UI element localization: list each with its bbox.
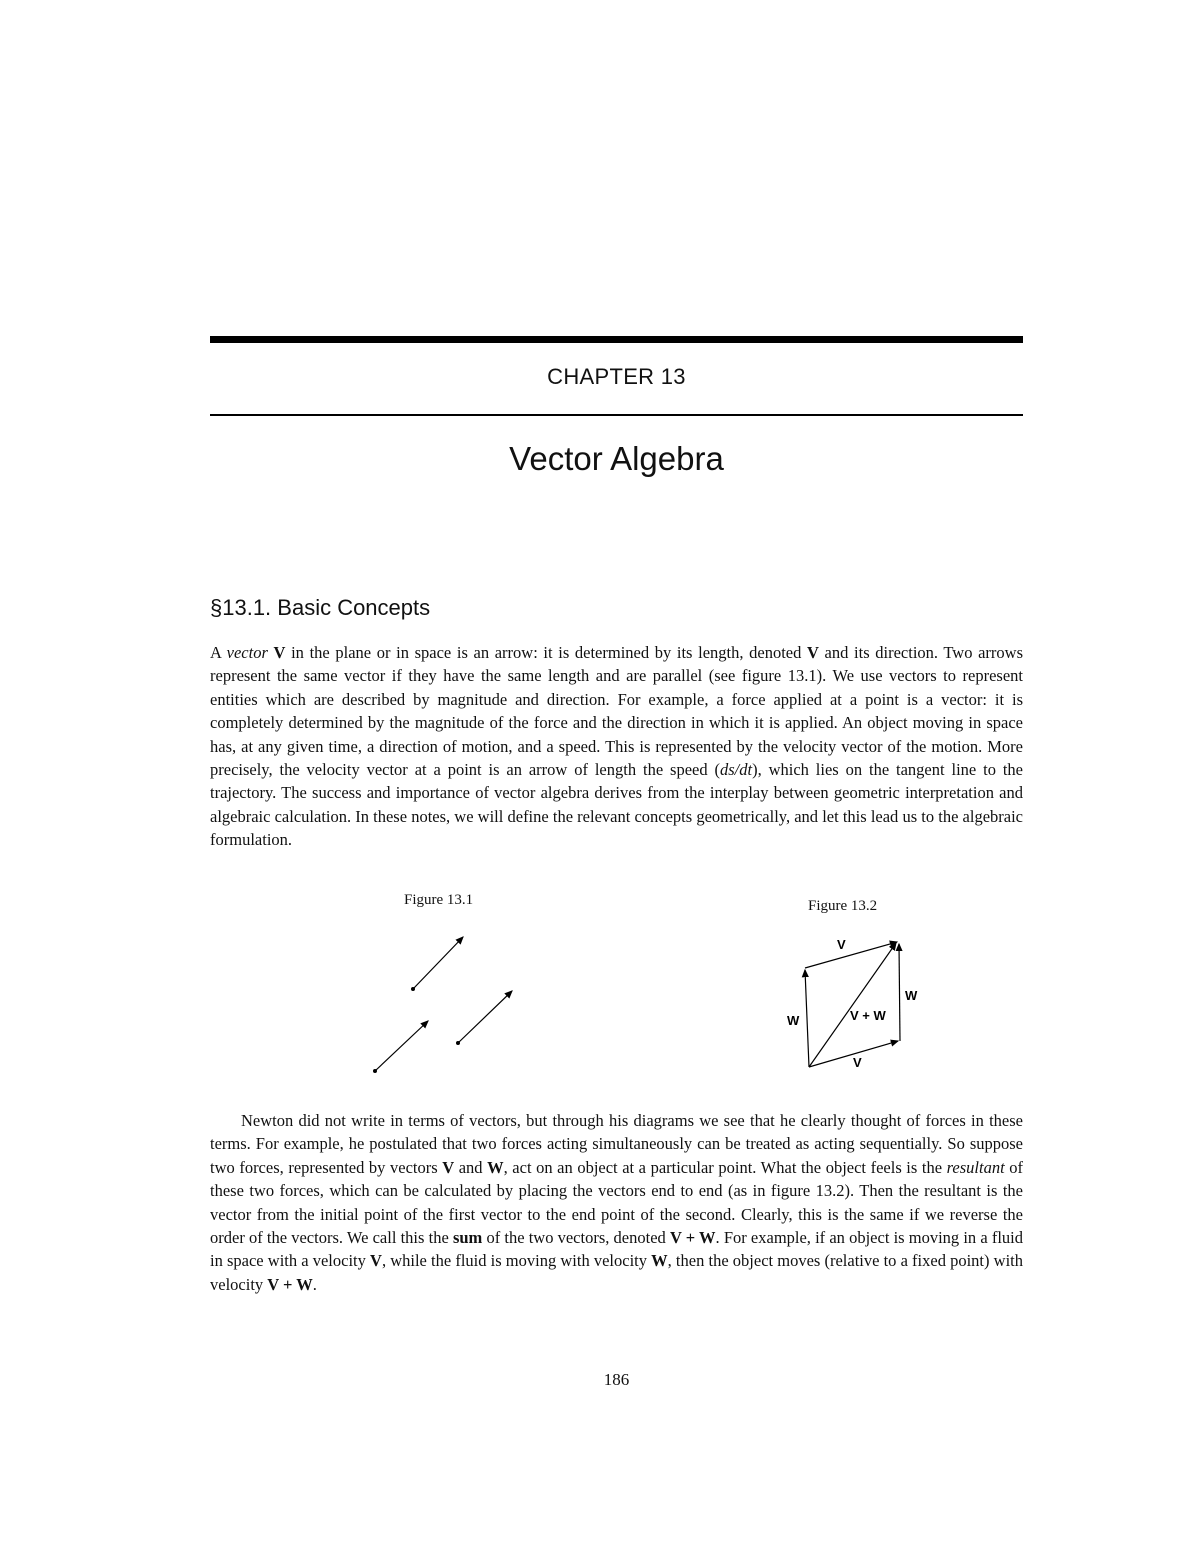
page-number: 186 <box>603 1370 630 1389</box>
text-span: Newton did not write in terms of vectors, but through his diagrams we see that he clearly thought of forces in these terms. For example, he postulated that two forces acting simultaneously can be treated as acting sequentially. So suppose two forces, represented by vectors <box>210 1111 1023 1177</box>
arrow-3 <box>458 991 512 1043</box>
term-sum: sum <box>452 1228 483 1248</box>
text-span: A <box>210 643 227 662</box>
math-ds-dt: ds/dt <box>719 760 753 780</box>
arrow-2-tail <box>373 1069 377 1073</box>
arrow-1 <box>413 937 463 989</box>
label-top-V: V <box>837 937 846 952</box>
chapter-top-rule <box>210 336 1023 343</box>
vector-V-top <box>805 942 897 968</box>
label-right-W: W <box>905 988 918 1003</box>
vector-W-right <box>899 944 900 1041</box>
label-bottom-V: V <box>853 1055 862 1070</box>
text-span: of these two forces, which can be calculated by placing the vectors end to end (as in figure 13.2). Then the resultant is the vector from the initial point of the first vector to the end point of the second. Clearly, this is the same if we reverse the order of the vectors. We call this the <box>210 1157 1023 1248</box>
arrow-2 <box>375 1021 428 1071</box>
figure-13-1-caption: Figure 13.1 <box>404 892 474 908</box>
term-resultant: resultant <box>946 1157 1005 1177</box>
chapter-bottom-rule <box>210 414 1023 416</box>
vector-V-plus-W-diagonal <box>809 943 896 1067</box>
symbol-V: V <box>273 643 286 662</box>
arrow-3-tail <box>456 1041 460 1045</box>
label-left-W: W <box>787 1013 800 1028</box>
figure-13-2-caption: Figure 13.2 <box>808 898 878 914</box>
symbol-V: V <box>442 1157 455 1177</box>
text-span: in the plane or in space is an arrow: it is determined by its length, denoted <box>285 643 807 662</box>
text-span: . <box>312 1274 317 1294</box>
term-vector: vector <box>226 643 268 662</box>
text-span: , while the fluid is moving with velocity <box>381 1251 652 1271</box>
symbol-W: W <box>487 1157 504 1177</box>
text-span: . For example, if an object is moving in a fluid in space with a velocity <box>210 1228 1023 1271</box>
symbol-V-plus-W: V + W <box>669 1228 716 1248</box>
chapter-title: Vector Algebra <box>509 440 724 477</box>
text-span: of the two vectors, denoted <box>482 1228 670 1248</box>
text-span: and its direction. Two arrows represent the same vector if they have the same length and are parallel (see figure 13.1). We use vectors to represent entities which are described by magnitude and direction. For example, a force applied at a point is a vector: it is completely determined by the magnitude of the force and the direction in which it is applied. An object moving in space has, at any given time, a direction of motion, and a speed. This is represented by the velocity vector of the motion. More precisely, the velocity vector at a point is an arrow of length the speed ( <box>210 643 1023 780</box>
paragraph-newton <box>210 1109 1023 1296</box>
paragraph-intro <box>210 641 1023 852</box>
symbol-V-plus-W: V + W <box>267 1274 313 1294</box>
vector-W-left <box>805 970 809 1067</box>
chapter-label: CHAPTER 13 <box>547 364 686 389</box>
figure-13-1-parallel-arrows <box>360 925 530 1080</box>
text-span: , then the object moves (relative to a fixed point) with velocity <box>210 1251 1023 1294</box>
figure-13-2-parallelogram <box>775 930 935 1075</box>
section-heading: §13.1. Basic Concepts <box>210 595 431 620</box>
symbol-norm-V: V <box>807 643 819 662</box>
text-span: , act on an object at a particular point. What the object feels is the <box>503 1157 947 1177</box>
symbol-W: W <box>651 1251 668 1271</box>
label-diagonal-V-plus-W: V + W <box>850 1008 886 1023</box>
symbol-V: V <box>370 1251 382 1271</box>
arrow-1-tail <box>411 987 415 991</box>
text-span: ), which lies on the tangent line to the trajectory. The success and importance of vector algebra derives from the interplay between geometric interpretation and algebraic calculation. In these notes, we will define the relevant concepts geometrically, and let this lead us to the algebraic formulation. <box>210 760 1023 850</box>
text-span: and <box>454 1157 488 1177</box>
